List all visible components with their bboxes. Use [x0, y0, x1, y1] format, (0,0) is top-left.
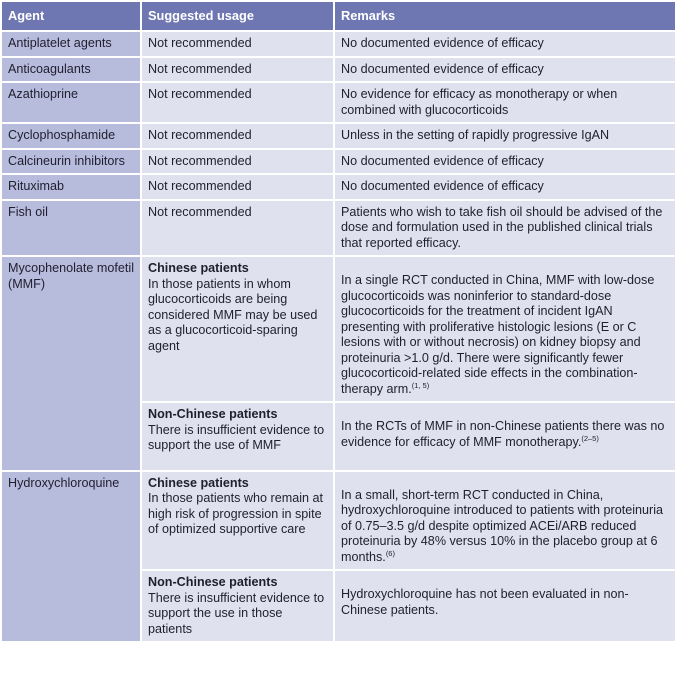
table-row: [2, 175, 675, 199]
agent-cell: Cyclophosphamide: [2, 124, 140, 148]
usage-text: There is insufficient evidence to support the use in those patients: [148, 590, 325, 636]
remark-cell: Unless in the setting of rapidly progressive IgAN: [335, 124, 675, 148]
agent-cell: Calcineurin inhibitors: [2, 150, 140, 174]
usage-cell: [142, 571, 333, 641]
remark-cell: No evidence for efficacy as monotherapy or when combined with glucocorticoids: [335, 83, 675, 122]
table-row: [2, 32, 675, 56]
usage-cell: Not recommended: [142, 150, 333, 174]
header-agent: Agent: [2, 2, 140, 30]
table-row: [2, 124, 675, 148]
table-row: [2, 58, 675, 82]
agent-cell: Antiplatelet agents: [2, 32, 140, 56]
remark-text: Hydroxychloroquine has not been evaluated in non-Chinese patients.: [341, 587, 629, 617]
remark-text: In the RCTs of MMF in non-Chinese patients there was no evidence for efficacy of MMF monotherapy.: [341, 419, 665, 449]
subgroup-title: Chinese patients: [148, 475, 249, 490]
header-row: [2, 2, 675, 30]
subgroup-title: Non-Chinese patients: [148, 575, 278, 589]
usage-text: There is insufficient evidence to support the use of MMF: [148, 422, 325, 452]
usage-text: In those patients who remain at high risk of progression in spite of optimized supportive care: [148, 491, 324, 536]
table-row: [2, 150, 675, 174]
remark-cell: [335, 472, 675, 570]
remark-cell: No documented evidence of efficacy: [335, 150, 675, 174]
agent-cell-mmf: Mycophenolate mofetil (MMF): [2, 257, 140, 470]
table-row: [2, 201, 675, 256]
remark-text: In a single RCT conducted in China, MMF with low-dose glucocorticoids was noninferior to standard-dose glucocorticoids for the treatment of incident IgAN presenting with proliferative histologic lesions (E or C lesions with or without necrosis) on kidney biopsy and proteinuria >1.0 g/d. There were significantly fewer glucocorticoid-related side effects in the combination-therapy arm.: [341, 273, 655, 396]
usage-cell: Not recommended: [142, 83, 333, 122]
usage-cell: [142, 472, 333, 570]
agent-cell: Azathioprine: [2, 83, 140, 122]
header-usage: Suggested usage: [142, 2, 333, 30]
remark-cell: Patients who wish to take fish oil should be advised of the dose and formulation used in the published clinical trials that reported efficacy.: [335, 201, 675, 256]
agent-cell: Rituximab: [2, 175, 140, 199]
remark-cell: [335, 257, 675, 401]
subgroup-title: Chinese patients: [148, 261, 249, 275]
remark-cell: No documented evidence of efficacy: [335, 58, 675, 82]
table-row-mmf-chinese: [2, 257, 675, 401]
remark-cell: No documented evidence of efficacy: [335, 175, 675, 199]
agent-cell: Anticoagulants: [2, 58, 140, 82]
usage-cell: Not recommended: [142, 58, 333, 82]
header-remarks: Remarks: [335, 2, 675, 30]
remark-text: In a small, short-term RCT conducted in China, hydroxychloroquine introduced to patients with proteinuria of 0.75–3.5 g/d despite optimized ACEi/ARB reduced proteinuria by 48% versus 10% in the placebo group at 6 months.: [341, 487, 664, 564]
reference: (6): [385, 548, 395, 558]
usage-cell: [142, 257, 333, 401]
usage-cell: Not recommended: [142, 175, 333, 199]
usage-cell: Not recommended: [142, 32, 333, 56]
usage-cell: [142, 403, 333, 470]
table-row: [2, 83, 675, 122]
remark-cell: [335, 571, 675, 641]
reference: (1, 5): [411, 380, 430, 390]
usage-cell: Not recommended: [142, 124, 333, 148]
subgroup-title: Non-Chinese patients: [148, 407, 278, 421]
agent-cell-hcq: Hydroxychloroquine: [2, 472, 140, 642]
usage-cell: Not recommended: [142, 201, 333, 256]
remark-cell: No documented evidence of efficacy: [335, 32, 675, 56]
usage-text: In those patients in whom glucocorticoids are being considered MMF may be used as a glucocorticoid-sparing agent: [148, 276, 318, 353]
agent-cell: Fish oil: [2, 201, 140, 256]
reference: (2–5): [581, 433, 599, 443]
table-row-hcq-chinese: [2, 472, 675, 570]
remark-cell: [335, 403, 675, 470]
